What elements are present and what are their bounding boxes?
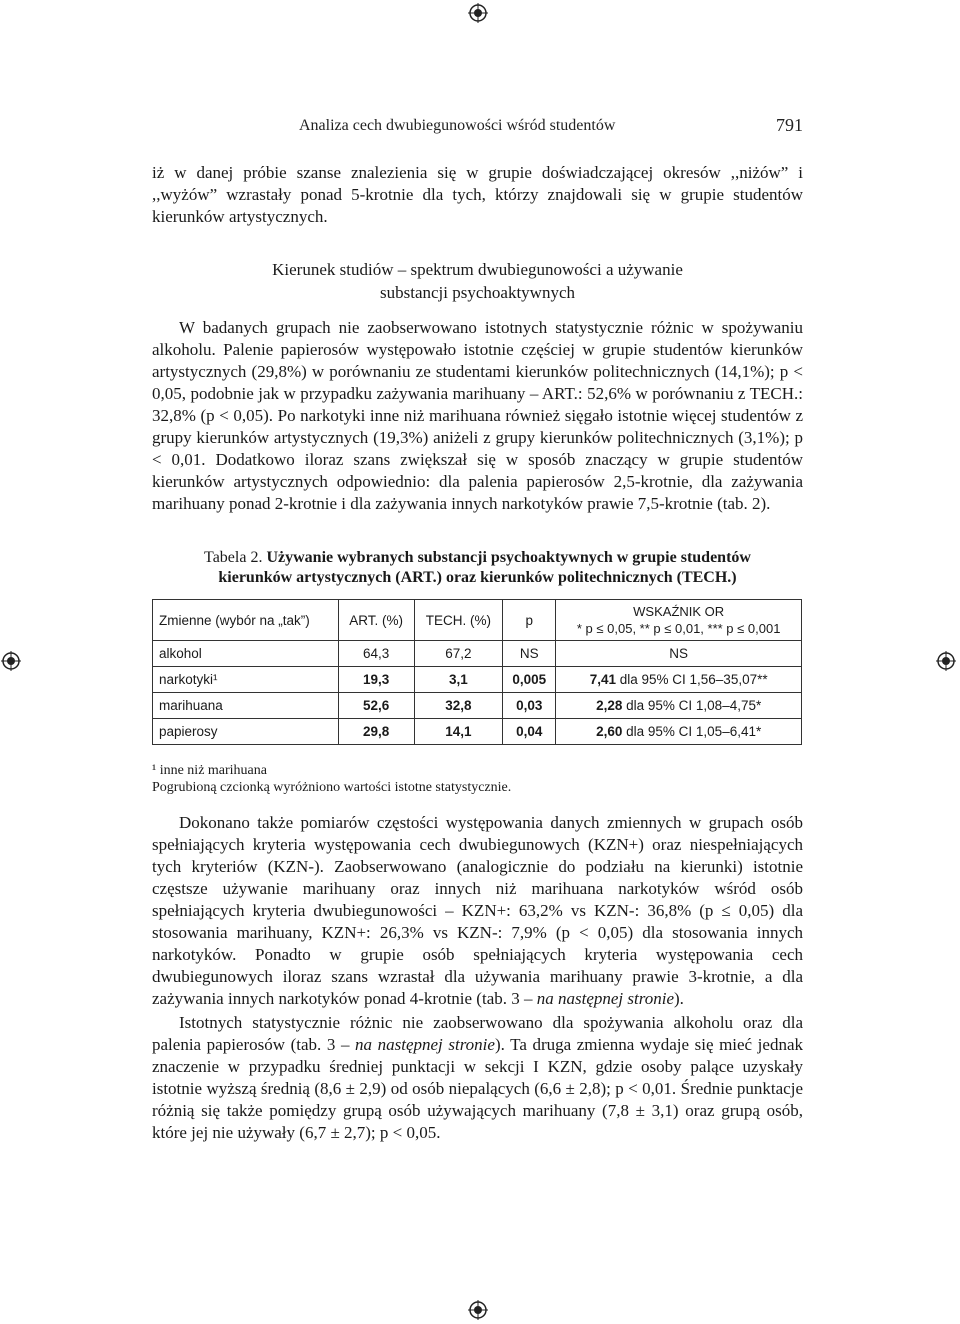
- or-value: NS: [669, 646, 689, 661]
- intro-paragraph: iż w danej próbie szanse znalezienia się w grupie doświadczającej okresów ,,niżów” i ,,wyżów” wzrastały ponad 5-krotnie dla tych, którzy znajdowali się w grupie studentów kierunków artystycznych.: [152, 163, 803, 226]
- table-header-row: [153, 600, 802, 641]
- cell-variable: alkohol: [153, 641, 339, 667]
- cell-art: 52,6: [338, 693, 414, 719]
- substance-table: [152, 599, 802, 745]
- table-row: [153, 719, 802, 745]
- or-value: 2,60: [596, 724, 623, 739]
- kzn-paragraph-italic: na następnej stronie: [536, 989, 674, 1008]
- cell-tech: 3,1: [414, 667, 503, 693]
- cell-tech: 32,8: [414, 693, 503, 719]
- registration-mark-icon: [1, 651, 21, 671]
- table-row: [153, 693, 802, 719]
- cell-variable: marihuana: [153, 693, 339, 719]
- page-number: 791: [776, 115, 803, 135]
- footnote-other-drugs: ¹ inne niż marihuana: [152, 763, 267, 778]
- cell-p: NS: [503, 641, 556, 667]
- running-title: Analiza cech dwubiegunowości wśród studentów: [299, 117, 616, 134]
- or-value: 2,28: [596, 698, 623, 713]
- or-ci: dla 95% CI 1,56–35,07**: [615, 672, 768, 687]
- cell-art: 29,8: [338, 719, 414, 745]
- cell-art: 64,3: [338, 641, 414, 667]
- cell-odds-ratio: [556, 641, 802, 667]
- header-art: ART. (%): [338, 600, 414, 641]
- header-odds-ratio: [556, 600, 802, 641]
- cell-tech: 14,1: [414, 719, 503, 745]
- table-row: [153, 641, 802, 667]
- cell-p: 0,005: [503, 667, 556, 693]
- or-value: 7,41: [589, 672, 616, 687]
- table-caption-title-line2: kierunków artystycznych (ART.) oraz kierunków politechnicznych (TECH.): [218, 569, 737, 586]
- cell-tech: 67,2: [414, 641, 503, 667]
- last-paragraph: [152, 1012, 803, 1144]
- section-heading: [152, 258, 803, 304]
- header-or-significance: * p ≤ 0,05, ** p ≤ 0,01, *** p ≤ 0,001: [576, 621, 781, 636]
- or-ci: dla 95% CI 1,08–4,75*: [622, 698, 762, 713]
- cell-p: 0,04: [503, 719, 556, 745]
- cell-odds-ratio: [556, 719, 802, 745]
- header-p: p: [503, 600, 556, 641]
- cell-odds-ratio: [556, 667, 802, 693]
- section-heading-line1: Kierunek studiów – spektrum dwubiegunowości a używanie: [272, 260, 683, 279]
- kzn-paragraph-end: ).: [674, 989, 684, 1008]
- footnote-bold-note: Pogrubioną czcionką wyróżniono wartości istotne statystycznie.: [152, 780, 512, 795]
- cell-art: 19,3: [338, 667, 414, 693]
- cell-variable: narkotyki¹: [153, 667, 339, 693]
- cell-odds-ratio: [556, 693, 802, 719]
- table-caption: [152, 548, 803, 588]
- last-paragraph-text-b: ). Ta druga zmienna wydaje się mieć jednak znaczenie w przypadku średniej punktacji w sekcji I KZN, gdzie osoby palące uzyskały istotnie wyższą średnią (8,6 ± 2,9) od osób niepalących (6,6 ± 2,8); p < 0,01. Średnie punktacje różnią się także pomiędzy grupą osób używających marihuany (7,8 ± 3,1) oraz grupą osób, które jej nie używały (6,7 ± 2,7); p < 0,05.: [152, 1035, 804, 1142]
- main-paragraph: W badanych grupach nie zaobserwowano istotnych statystycznie różnic w spożywaniu alkoholu. Palenie papierosów występowało istotnie częściej w grupie studentów kierunków artystycznych (29,8%) w porównaniu ze studentami kierunków politechnicznych (14,1%); p < 0,05, podobnie jak w przypadku zażywania marihuany – ART.: 52,6% w porównaniu z TECH.: 32,8% (p < 0,05). Po narkotyki inne niż marihuana również sięgało istotnie więcej studentów z grupy kierunków artystycznych (19,3%) aniżeli z grupy kierunków politechnicznych (3,1%); p < 0,01. Dodatkowo iloraz szans zwiększał się w sposób znaczący w grupie studentów kierunków artystycznych odpowiednio: dla palenia papierosów 2,5-krotnie, dla zażywania marihuany ponad 2-krotnie i dla zażywania innych narkotyków prawie 7,5-krotnie (tab. 2).: [152, 318, 803, 513]
- kzn-paragraph: [152, 812, 803, 1010]
- header-or-title: WSKAŹNIK OR: [633, 604, 725, 619]
- table-caption-title-line1: Używanie wybranych substancji psychoaktywnych w grupie studentów: [266, 549, 751, 566]
- last-paragraph-italic: na następnej stronie: [355, 1035, 495, 1054]
- registration-mark-icon: [936, 651, 956, 671]
- cell-variable: papierosy: [153, 719, 339, 745]
- header-tech: TECH. (%): [414, 600, 503, 641]
- section-heading-line2: substancji psychoaktywnych: [380, 283, 575, 302]
- table-footnotes: [152, 762, 511, 796]
- registration-mark-icon: [468, 3, 488, 23]
- header-variable: Zmienne (wybór na „tak”): [153, 600, 339, 641]
- kzn-paragraph-text: Dokonano także pomiarów częstości występowania danych zmiennych w grupach osób spełniających kryteria występowania cech dwubiegunowych (KZN+) oraz niespełniających tych kryteriów (KZN-). Zaobserwowano (analogicznie do podziału na kierunki) istotnie częstsze używanie marihuany oraz innych niż marihuana narkotyków wśród osób spełniających kryteria dwubiegunowości – KZN+: 63,2% vs KZN-: 36,8% (p ≤ 0,05) dla stosowania marihuany, KZN+: 26,3% vs KZN-: 7,9% (p < 0,05) dla stosowania innych narkotyków. Ponadto w grupie osób spełniających kryteria występowania cech dwubiegunowych iloraz szans wzrastał dla używania marihuany prawie 3-krotnie, a dla zażywania innych narkotyków ponad 4-krotnie (tab. 3 –: [152, 813, 803, 1008]
- registration-mark-icon: [468, 1300, 488, 1320]
- table-row: [153, 667, 802, 693]
- cell-p: 0,03: [503, 693, 556, 719]
- table-caption-prefix: Tabela 2.: [204, 549, 263, 566]
- last-paragraph-text-a: Istotnych statystycznie różnic nie zaobserwowano dla spożywania alkoholu oraz dla palenia papierosów (tab. 3 –: [152, 1013, 803, 1054]
- or-ci: dla 95% CI 1,05–6,41*: [622, 724, 762, 739]
